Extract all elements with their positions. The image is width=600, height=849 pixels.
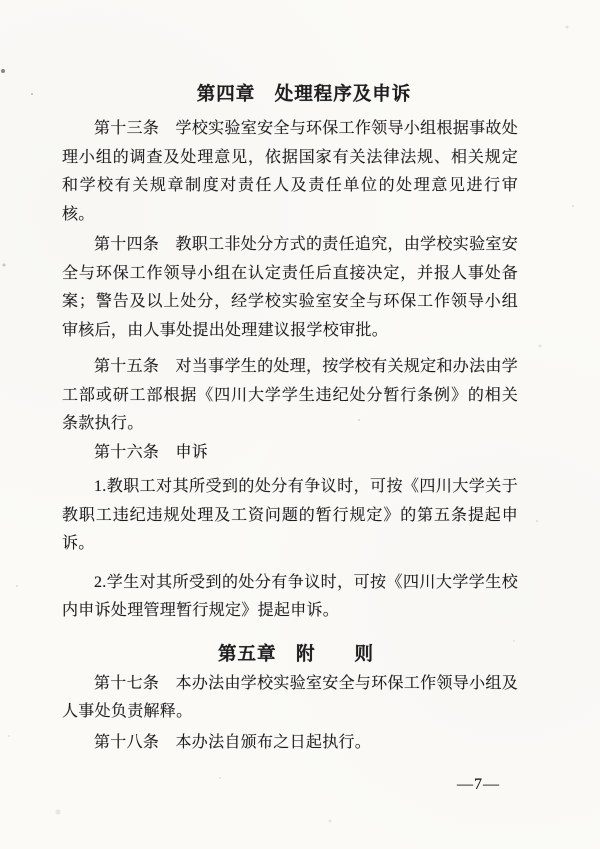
scan-noise-specks — [0, 0, 2, 2]
chapter-4-heading: 第四章 处理程序及申诉 — [196, 85, 412, 105]
article-14-paragraph: 第十四条 教职工非处分方式的责任追究，由学校实验室安全与环保工作领导小组在认定责任后直接决定，并报人事处备案；警告及以上处分，经学校实验室安全与环保工作领导小组审核后，由人事处提出处理建议报学校审批。 — [62, 236, 518, 339]
page-content — [62, 84, 518, 800]
article-16-item-1-paragraph: 1.教职工对其所受到的处分有争议时，可按《四川大学关于教职工违纪违规处理及工资问题的暂行规定》的第五条提起申诉。 — [62, 478, 518, 552]
article-16-item-2-paragraph: 2.学生对其所受到的处分有争议时，可按《四川大学学生校内申诉处理管理暂行规定》提起申诉。 — [62, 573, 518, 619]
page-number: —7— — [457, 776, 500, 793]
article-18-paragraph: 第十八条 本办法自颁布之日起执行。 — [94, 733, 372, 751]
article-15-paragraph: 第十五条 对当事学生的处理，按学校有关规定和办法由学工部或研工部根据《四川大学学生违纪处分暂行条例》的相关条款执行。 — [62, 358, 518, 432]
article-13-paragraph: 第十三条 学校实验室安全与环保工作领导小组根据事故处理小组的调查及处理意见，依据国家有关法律法规、相关规定和学校有关规章制度对责任人及责任单位的处理意见进行审核。 — [62, 120, 518, 223]
chapter-5-heading: 第五章 附 则 — [217, 644, 374, 665]
article-16-heading-paragraph: 第十六条 申诉 — [94, 443, 209, 461]
article-17-paragraph: 第十七条 本办法由学校实验室安全与环保工作领导小组及人事处负责解释。 — [62, 674, 518, 720]
